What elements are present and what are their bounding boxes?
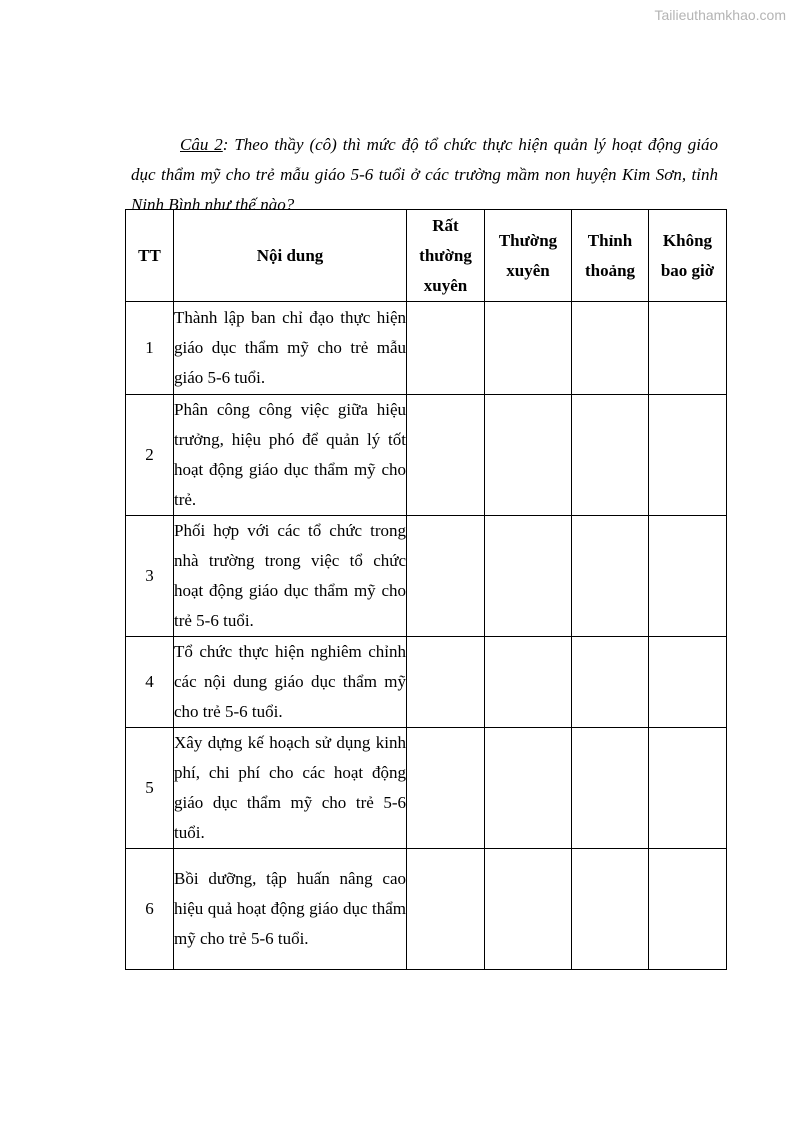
table-row xyxy=(126,516,727,637)
header-often: Thường xuyên xyxy=(485,210,572,302)
cell-sometimes[interactable] xyxy=(572,637,649,728)
row-index: 3 xyxy=(126,516,174,637)
cell-often[interactable] xyxy=(485,849,572,970)
table-row xyxy=(126,728,727,849)
row-content: Xây dựng kế hoạch sử dụng kinh phí, chi phí cho các hoạt động giáo dục thẩm mỹ cho trẻ 5-6 tuổi. xyxy=(174,728,407,849)
cell-never[interactable] xyxy=(649,849,727,970)
row-content: Phân công công việc giữa hiệu trưởng, hiệu phó để quản lý tốt hoạt động giáo dục thẩm mỹ cho trẻ. xyxy=(174,395,407,516)
cell-very-often[interactable] xyxy=(407,395,485,516)
row-index: 4 xyxy=(126,637,174,728)
survey-table xyxy=(125,209,727,970)
cell-often[interactable] xyxy=(485,395,572,516)
header-tt: TT xyxy=(126,210,174,302)
row-index: 1 xyxy=(126,302,174,395)
row-index: 5 xyxy=(126,728,174,849)
cell-sometimes[interactable] xyxy=(572,849,649,970)
cell-never[interactable] xyxy=(649,728,727,849)
question-paragraph xyxy=(131,130,718,220)
cell-very-often[interactable] xyxy=(407,302,485,395)
cell-often[interactable] xyxy=(485,516,572,637)
cell-never[interactable] xyxy=(649,302,727,395)
row-index: 2 xyxy=(126,395,174,516)
cell-never[interactable] xyxy=(649,516,727,637)
cell-sometimes[interactable] xyxy=(572,516,649,637)
cell-sometimes[interactable] xyxy=(572,395,649,516)
table-row xyxy=(126,395,727,516)
row-content: Tổ chức thực hiện nghiêm chỉnh các nội dung giáo dục thẩm mỹ cho trẻ 5-6 tuổi. xyxy=(174,637,407,728)
cell-very-often[interactable] xyxy=(407,516,485,637)
row-content: Phối hợp với các tổ chức trong nhà trường trong việc tổ chức hoạt động giáo dục thẩm mỹ cho trẻ 5-6 tuổi. xyxy=(174,516,407,637)
row-content: Bồi dưỡng, tập huấn nâng cao hiệu quả hoạt động giáo dục thẩm mỹ cho trẻ 5-6 tuổi. xyxy=(174,849,407,970)
header-very-often: Rất thường xuyên xyxy=(407,210,485,302)
cell-very-often[interactable] xyxy=(407,637,485,728)
cell-often[interactable] xyxy=(485,728,572,849)
cell-very-often[interactable] xyxy=(407,728,485,849)
table-row xyxy=(126,849,727,970)
header-sometimes: Thỉnh thoảng xyxy=(572,210,649,302)
cell-sometimes[interactable] xyxy=(572,302,649,395)
cell-never[interactable] xyxy=(649,637,727,728)
table-header-row xyxy=(126,210,727,302)
cell-never[interactable] xyxy=(649,395,727,516)
question-text: : Theo thầy (cô) thì mức độ tổ chức thực hiện quản lý hoạt động giáo dục thẩm mỹ cho trẻ mẫu giáo 5-6 tuổi ở các trường mầm non huyện Kim Sơn, tỉnh Ninh Bình như thế nào? xyxy=(131,135,718,214)
row-index: 6 xyxy=(126,849,174,970)
row-content: Thành lập ban chỉ đạo thực hiện giáo dục thẩm mỹ cho trẻ mẫu giáo 5-6 tuổi. xyxy=(174,302,407,395)
header-content: Nội dung xyxy=(174,210,407,302)
question-label: Câu 2 xyxy=(180,135,223,154)
header-never: Không bao giờ xyxy=(649,210,727,302)
watermark: Tailieuthamkhao.com xyxy=(654,7,786,23)
cell-often[interactable] xyxy=(485,637,572,728)
cell-often[interactable] xyxy=(485,302,572,395)
table-row xyxy=(126,637,727,728)
cell-sometimes[interactable] xyxy=(572,728,649,849)
table-row xyxy=(126,302,727,395)
cell-very-often[interactable] xyxy=(407,849,485,970)
